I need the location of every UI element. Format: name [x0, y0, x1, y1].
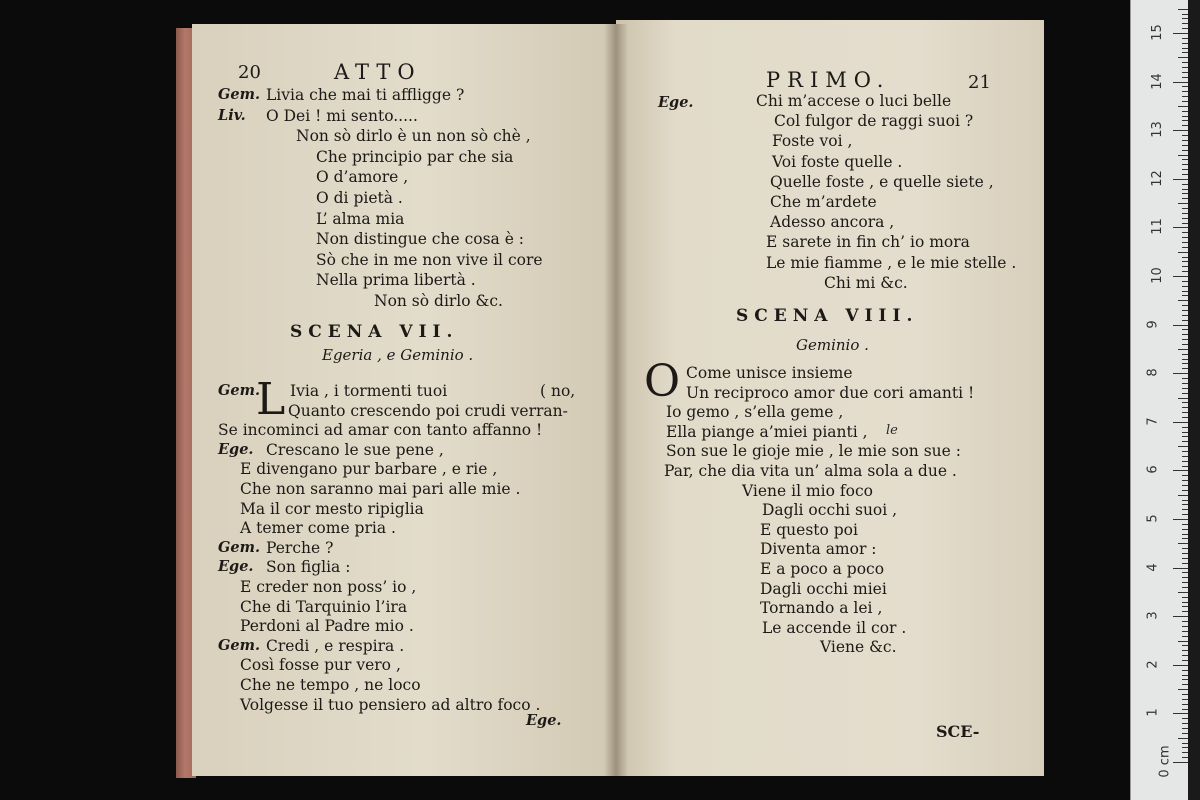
verse-line: Che non saranno mai pari alle mie . — [240, 480, 521, 498]
ruler-tick — [1173, 762, 1189, 763]
verse-line: Io gemo , s’ella geme , — [666, 403, 844, 422]
verse-line: Quelle foste , e quelle siete , — [770, 172, 994, 191]
ruler-label: 5 — [1145, 514, 1161, 523]
speaker-label: Ege. — [218, 558, 254, 576]
left-scene-characters: Egeria , e Geminio . — [322, 346, 474, 364]
verse-line: Chi mi &c. — [824, 273, 908, 292]
verse-line: Adesso ancora , — [770, 213, 895, 232]
ruler-label: 7 — [1145, 417, 1161, 426]
ruler-tick — [1173, 665, 1189, 666]
ruler-tick — [1173, 616, 1189, 617]
ruler-label: 4 — [1145, 562, 1161, 572]
verse-line: Crescano le sue pene , — [266, 440, 444, 459]
verse-line: A temer come pria . — [240, 519, 396, 538]
ruler-tick — [1173, 276, 1189, 277]
verse-line: Chi m’accese o luci belle — [756, 92, 952, 110]
ruler-tick — [1173, 713, 1189, 714]
ruler-tick — [1173, 33, 1189, 34]
right-catchword: SCE- — [936, 722, 980, 741]
measurement-ruler — [1130, 0, 1189, 800]
verse-line: Par, che dia vita un’ alma sola a due . — [664, 462, 957, 480]
ruler-tick — [1173, 325, 1189, 326]
right-scene-title: SCENA VIII. — [736, 306, 919, 326]
verse-line: E a poco a poco — [760, 560, 885, 578]
ruler-label: 14 — [1149, 72, 1165, 90]
handwritten-annotation: le — [886, 423, 898, 438]
verse-line: Volgesse il tuo pensiero ad altro foco . — [240, 695, 541, 714]
right-drop-cap: O — [644, 356, 681, 407]
right-running-head: PRIMO. — [766, 68, 891, 92]
right-speaker-ege: Ege. — [658, 94, 694, 111]
verse-line: E sarete in fin ch’ io mora — [766, 233, 970, 252]
verse-line: ( no, — [540, 382, 576, 400]
ruler-tick — [1173, 422, 1189, 423]
verse-line: O d’amore , — [316, 168, 409, 187]
left-running-head: ATTO — [334, 60, 422, 84]
ruler-tick — [1173, 179, 1189, 180]
verse-line: Come unisce insieme — [686, 364, 853, 382]
verse-line: Se incominci ad amar con tanto affanno ! — [218, 421, 543, 440]
verse-line: Livia che mai ti affligge ? — [266, 86, 465, 104]
ruler-tick — [1173, 568, 1189, 569]
verse-line: Voi foste quelle . — [772, 152, 903, 171]
verse-line: Tornando a lei , — [760, 599, 883, 618]
verse-line: Che principio par che sia — [316, 147, 514, 166]
verse-line: Nella prima libertà . — [316, 271, 476, 290]
verse-line: Che di Tarquinio l’ira — [240, 597, 408, 616]
left-catchword: Ege. — [526, 712, 562, 729]
ruler-label: 13 — [1149, 121, 1165, 138]
verse-line: Quanto crescendo poi crudi verran- — [288, 401, 568, 420]
speaker-label: Gem. — [218, 86, 260, 103]
verse-line: Son sue le gioje mie , le mie son sue : — [666, 442, 961, 461]
ruler-label: 10 — [1149, 267, 1165, 284]
verse-line: Non distingue che cosa è : — [316, 230, 525, 249]
verse-line: O Dei ! mi sento..... — [266, 106, 418, 125]
verse-line: Non sò dirlo &c. — [374, 292, 503, 310]
ruler-label: 6 — [1145, 465, 1161, 475]
verse-line: Son figlia : — [266, 558, 351, 577]
verse-line: Dagli occhi miei — [760, 579, 887, 598]
verse-line: Ivia , i tormenti tuoi — [290, 382, 448, 400]
ruler-tick — [1173, 130, 1189, 131]
verse-line: Sò che in me non vive il core — [316, 250, 543, 269]
left-scene-title: SCENA VII. — [290, 322, 459, 342]
speaker-label: Gem. — [218, 382, 260, 399]
speaker-label: Gem. — [218, 636, 260, 654]
right-page-number: 21 — [968, 72, 991, 93]
ruler-tick — [1173, 82, 1189, 83]
verse-line: O di pietà . — [316, 189, 403, 207]
ruler-label: 1 — [1145, 708, 1161, 718]
verse-line: Ella piange a’miei pianti , — [666, 422, 868, 441]
verse-line: Perche ? — [266, 538, 334, 557]
verse-line: Ma il cor mesto ripiglia — [240, 499, 424, 518]
ruler-label: 9 — [1145, 319, 1161, 329]
ruler-edge — [1188, 0, 1200, 800]
speaker-label: Gem. — [218, 538, 260, 556]
verse-line: Così fosse pur vero , — [240, 656, 401, 675]
ruler-label: 0 cm — [1157, 745, 1173, 778]
verse-line: Che ne tempo , ne loco — [240, 676, 421, 694]
verse-line: Un reciproco amor due cori amanti ! — [686, 383, 975, 402]
verse-line: E questo poi — [760, 520, 858, 539]
left-page-number: 20 — [238, 62, 261, 83]
left-drop-cap: L — [256, 374, 286, 425]
speaker-label: Liv. — [218, 106, 246, 124]
verse-line: E divengano pur barbare , e rie , — [240, 460, 498, 479]
verse-line: Le accende il cor . — [762, 618, 907, 637]
verse-line: Foste voi , — [772, 132, 853, 151]
verse-line: Che m’ardete — [770, 193, 877, 211]
verse-line: Viene &c. — [820, 638, 897, 657]
right-scene-characters: Geminio . — [796, 336, 869, 354]
verse-line: Credi , e respira . — [266, 636, 405, 655]
ruler-label: 3 — [1145, 611, 1161, 620]
ruler-label: 2 — [1145, 660, 1161, 669]
verse-line: Col fulgor de raggi suoi ? — [774, 112, 974, 131]
ruler-label: 15 — [1149, 24, 1165, 41]
verse-line: Dagli occhi suoi , — [762, 501, 898, 520]
verse-line: E creder non poss’ io , — [240, 578, 417, 596]
verse-line: Perdoni al Padre mio . — [240, 617, 414, 636]
ruler-tick — [1173, 373, 1189, 374]
book-gutter — [604, 24, 628, 776]
ruler-tick — [1173, 470, 1189, 471]
verse-line: Non sò dirlo è un non sò chè , — [296, 127, 531, 146]
verse-line: Diventa amor : — [760, 540, 877, 559]
verse-line: Viene il mio foco — [742, 481, 873, 500]
ruler-label: 8 — [1145, 368, 1161, 377]
ruler-label: 12 — [1149, 170, 1165, 187]
speaker-label: Ege. — [218, 440, 254, 458]
ruler-tick — [1173, 519, 1189, 520]
verse-line: L’ alma mia — [316, 209, 405, 228]
ruler-label: 11 — [1149, 218, 1165, 236]
verse-line: Le mie fiamme , e le mie stelle . — [766, 253, 1017, 272]
ruler-tick — [1173, 227, 1189, 228]
